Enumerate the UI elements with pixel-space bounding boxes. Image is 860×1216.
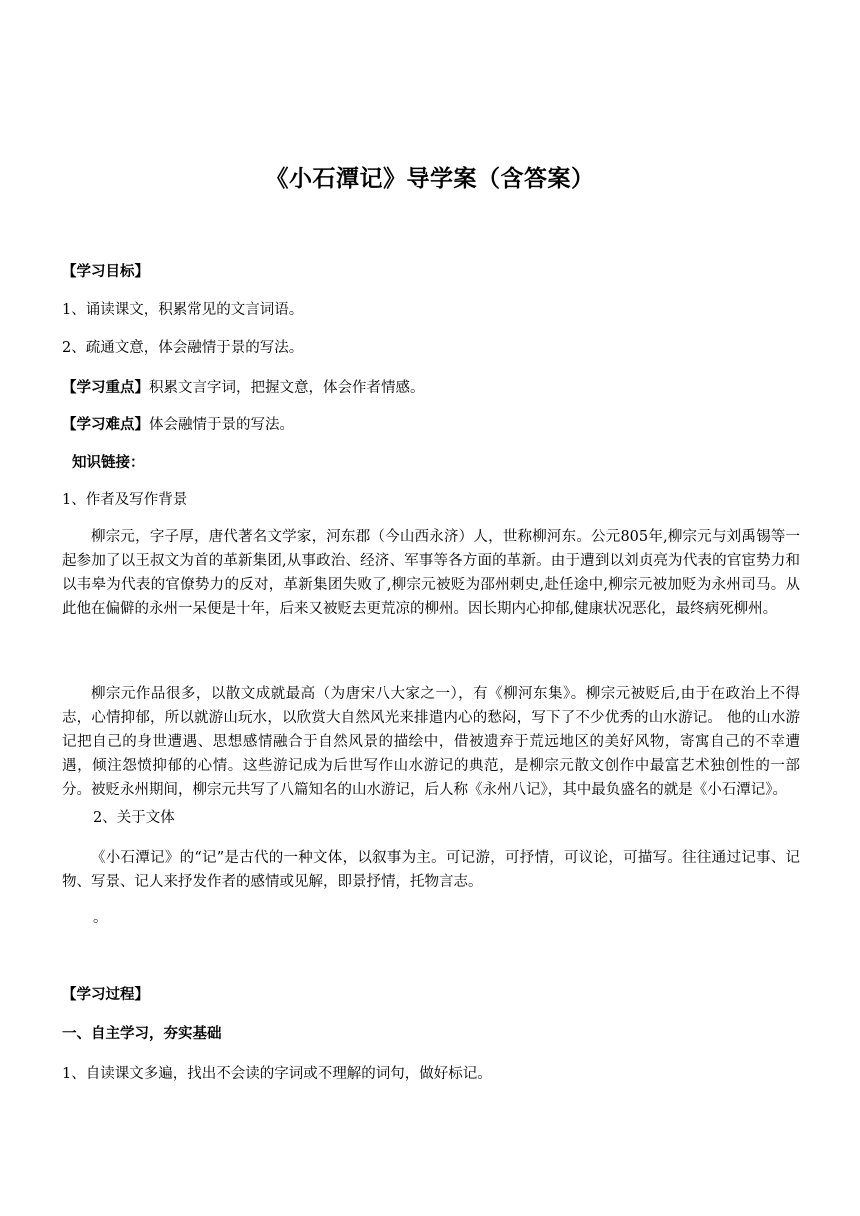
section-2-heading: 2、关于文体 <box>93 810 175 826</box>
focus-label: 【学习重点】 <box>62 380 149 396</box>
difficulty-text: 体会融情于景的写法。 <box>149 417 294 433</box>
focus-line <box>62 378 425 398</box>
stray-mark: 。 <box>93 910 108 926</box>
difficulty-line <box>62 415 294 435</box>
objective-1: 1、诵读课文，积累常见的文言词语。 <box>62 302 304 318</box>
objectives-heading: 【学习目标】 <box>62 264 149 280</box>
document-title: 《小石潭记》导学案（含答案） <box>265 166 595 192</box>
objective-2: 2、疏通文意，体会融情于景的写法。 <box>62 340 304 356</box>
genre-paragraph: 《小石潭记》的“记”是古代的一种文体，以叙事为主。可记游，可抒情，可议论，可描写。往往通过记事、记物、写景、记人来抒发作者的感情或见解，即景抒情，托物言志。 <box>62 850 800 890</box>
step-1: 1、自读课文多遍，找出不会读的字词或不理解的词句，做好标记。 <box>62 1066 492 1082</box>
author-background-paragraph: 柳宗元，字子厚，唐代著名文学家，河东郡（今山西永济）人，世称柳河东。公元805年,柳宗元与刘禹锡等一起参加了以王叔文为首的革新集团,从事政治、经济、军事等各方面的革新。由于遭到以刘贞亮为代表的官宦势力和以韦皋为代表的官僚势力的反对，革新集团失败了,柳宗元被贬为邵州刺史,赴任途中,柳宗元被加贬为永州司马。从此他在偏僻的永州一呆便是十年，后来又被贬去更荒凉的柳州。因长期内心抑郁,健康状况恶化，最终病死柳州。 <box>62 529 800 617</box>
part-1-heading: 一、自主学习，夯实基础 <box>62 1026 222 1042</box>
section-1-heading: 1、作者及写作背景 <box>62 492 188 508</box>
process-heading: 【学习过程】 <box>62 987 149 1003</box>
works-paragraph: 柳宗元作品很多，以散文成就最高（为唐宋八大家之一），有《柳河东集》。柳宗元被贬后,由于在政治上不得志，心情抑郁，所以就游山玩水，以欣赏大自然风光来排遣内心的愁闷，写下了不少优秀的山水游记。 他的山水游记把自己的身世遭遇、思想感情融合于自然风景的描绘中，借被遗弃于荒远地区的美好风物，寄寓自己的不幸遭遇，倾注怨愤抑郁的心情。这些游记成为后世写作山水游记的典范，是柳宗元散文创作中最富艺术独创性的一部分。被贬永州期间，柳宗元共写了八篇知名的山水游记，后人称《永州八记》，其中最负盛名的就是《小石潭记》。 <box>62 686 800 798</box>
focus-text: 积累文言字词，把握文意，体会作者情感。 <box>149 380 425 396</box>
difficulty-label: 【学习难点】 <box>62 417 149 433</box>
knowledge-heading: 知识链接： <box>72 455 145 471</box>
